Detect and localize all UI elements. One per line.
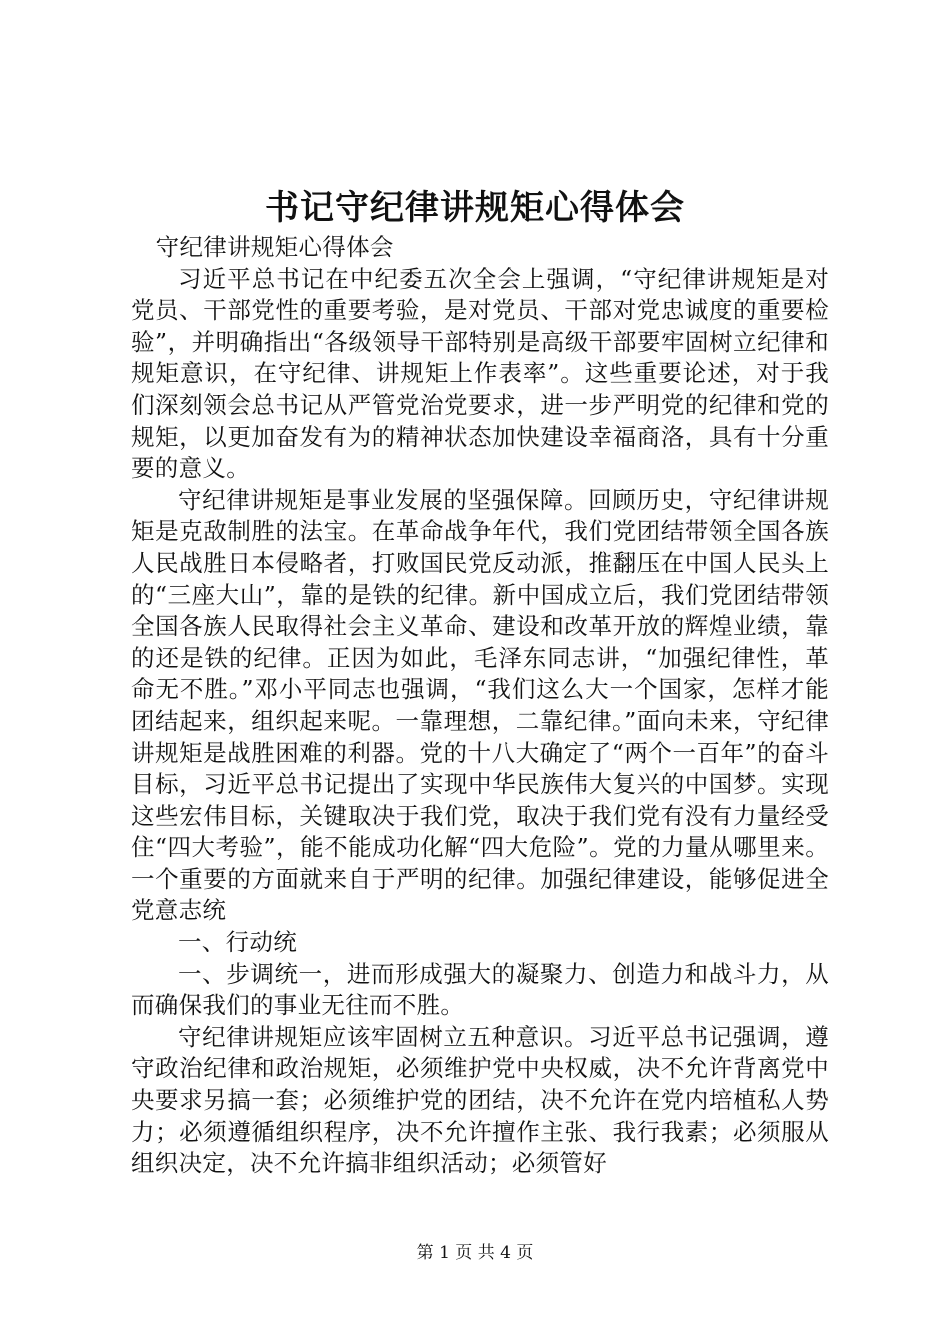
paragraph: 守纪律讲规矩应该牢固树立五种意识。习近平总书记强调，遵守政治纪律和政治规矩，必须维护党中央权威，决不允许背离党中央要求另搞一套；必须维护党的团结，决不允许在党内培植私人势力；必须遵循组织程序，决不允许擅作主张、我行我素；必须服从组织决定，决不允许搞非组织活动；必须管好 (131, 1022, 829, 1178)
page-number-footer: 第 1 页 共 4 页 (416, 1243, 534, 1263)
paragraph: 守纪律讲规矩是事业发展的坚强保障。回顾历史，守纪律讲规矩是克敌制胜的法宝。在革命战争年代，我们党团结带领全国各族人民战胜日本侵略者，打败国民党反动派，推翻压在中国人民头上的“三座大山”，靠的是铁的纪律。新中国成立后，我们党团结带领全国各族人民取得社会主义革命、建设和改革开放的辉煌业绩，靠的还是铁的纪律。正因为如此，毛泽东同志讲，“加强纪律性，革命无不胜。”邓小平同志也强调，“我们这么大一个国家，怎样才能团结起来，组织起来呢。一靠理想，二靠纪律。”面向未来，守纪律讲规矩是战胜困难的利器。党的十八大确定了“两个一百年”的奋斗目标，习近平总书记提出了实现中华民族伟大复兴的中国梦。实现这些宏伟目标，关键取决于我们党，取决于我们党有没有力量经受住“四大考验”，能不能成功化解“四大危险”。党的力量从哪里来。一个重要的方面就来自于严明的纪律。加强纪律建设，能够促进全党意志统 (131, 485, 829, 925)
document-body (131, 232, 829, 1180)
paragraph: 习近平总书记在中纪委五次全会上强调，“守纪律讲规矩是对党员、干部党性的重要考验，是对党员、干部对党忠诚度的重要检验”，并明确指出“各级领导干部特别是高级干部要牢固树立纪律和规矩意识，在守纪律、讲规矩上作表率”。这些重要论述，对于我们深刻领会总书记从严管党治党要求，进一步严明党的纪律和党的规矩，以更加奋发有为的精神状态加快建设幸福商洛，具有十分重要的意义。 (131, 264, 829, 483)
document-title: 书记守纪律讲规矩心得体会 (265, 188, 685, 228)
paragraph-subtitle: 守纪律讲规矩心得体会 (155, 233, 394, 261)
paragraph: 一、行动统 (178, 928, 297, 957)
paragraph: 一、步调统一，进而形成强大的凝聚力、创造力和战斗力，从而确保我们的事业无往而不胜。 (131, 959, 829, 1020)
